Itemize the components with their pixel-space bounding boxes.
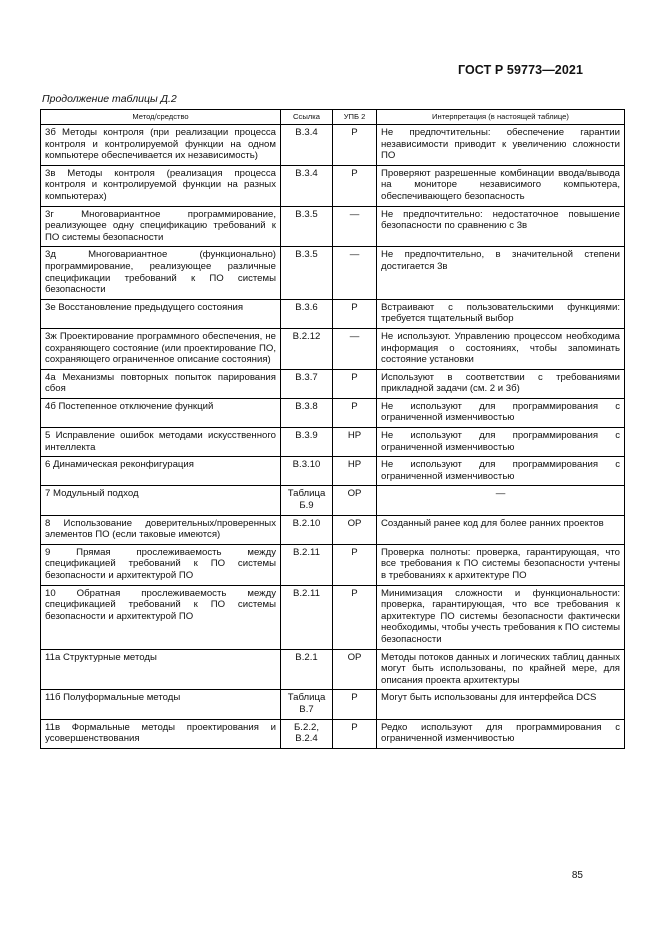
- upb-cell: Р: [333, 719, 377, 748]
- method-cell: 3ж Проектирование программного обеспечения, не сохраняющего состояние (или проектирование ПО, сохраняющего ограниченное описание состояния): [41, 328, 281, 369]
- method-cell: 10 Обратная прослеживаемость между спецификацией требований к ПО системы безопасности и архитектурой ПО: [41, 585, 281, 649]
- reference-cell: Б.2.2, В.2.4: [281, 719, 333, 748]
- table-row: [41, 585, 625, 649]
- reference-cell: В.2.11: [281, 585, 333, 649]
- upb-cell: —: [333, 206, 377, 247]
- upb-cell: ОР: [333, 486, 377, 515]
- table-row: [41, 369, 625, 398]
- standard-number: ГОСТ Р 59773—2021: [457, 63, 583, 77]
- upb-cell: ОР: [333, 649, 377, 690]
- reference-cell: В.3.10: [281, 457, 333, 486]
- method-cell: 7 Модульный подход: [41, 486, 281, 515]
- table-row: [41, 165, 625, 206]
- interpretation-cell: Не предпочтительно, в значительной степени достигается 3в: [377, 247, 625, 299]
- reference-cell: В.2.11: [281, 544, 333, 585]
- table-row: [41, 398, 625, 427]
- interpretation-cell: Не предпочтительны: обеспечение гарантии независимости приводит к увеличению сложности ПО: [377, 125, 625, 166]
- interpretation-cell: Минимизация сложности и функциональности: проверка, гарантирующая, что все требования к архитектуре ПО системы безопасности фактически необходимы, чтобы учесть требования к ПО системы безопасности: [377, 585, 625, 649]
- reference-cell: Таблица В.7: [281, 690, 333, 719]
- method-cell: 4б Постепенное отключение функций: [41, 398, 281, 427]
- interpretation-cell: Проверяют разрешенные комбинации ввода/вывода на мониторе независимого компьютера, обеспечивающего безопасность: [377, 165, 625, 206]
- upb-cell: НР: [333, 457, 377, 486]
- table-row: [41, 328, 625, 369]
- method-cell: 4а Механизмы повторных попыток парирования сбоя: [41, 369, 281, 398]
- interpretation-cell: Методы потоков данных и логических таблиц данных могут быть использованы, по крайней мере, для описания проекта архитектуры: [377, 649, 625, 690]
- methods-table: [40, 109, 625, 749]
- upb-cell: Р: [333, 544, 377, 585]
- interpretation-cell: Встраивают с пользовательскими функциями: требуется тщательный выбор: [377, 299, 625, 328]
- upb-cell: Р: [333, 125, 377, 166]
- column-header-upb: УПБ 2: [333, 110, 377, 125]
- method-cell: 6 Динамическая реконфигурация: [41, 457, 281, 486]
- reference-cell: В.3.5: [281, 206, 333, 247]
- table-row: [41, 125, 625, 166]
- interpretation-cell: Созданный ранее код для более ранних проектов: [377, 515, 625, 544]
- page-number: 85: [571, 870, 583, 881]
- interpretation-cell: —: [377, 486, 625, 515]
- table-body: [41, 125, 625, 749]
- upb-cell: —: [333, 328, 377, 369]
- upb-cell: ОР: [333, 515, 377, 544]
- table-caption: Продолжение таблицы Д.2: [42, 93, 177, 105]
- interpretation-cell: Редко используют для программирования с ограниченной изменчивостью: [377, 719, 625, 748]
- table-row: [41, 649, 625, 690]
- column-header-method: Метод/средство: [41, 110, 281, 125]
- method-cell: 3д Многовариантное (функционально) программирование, реализующее различные спецификации требований к ПО системы безопасности: [41, 247, 281, 299]
- table-row: [41, 206, 625, 247]
- reference-cell: В.3.6: [281, 299, 333, 328]
- interpretation-cell: Не используют для программирования с ограниченной изменчивостью: [377, 428, 625, 457]
- upb-cell: Р: [333, 369, 377, 398]
- upb-cell: Р: [333, 299, 377, 328]
- upb-cell: Р: [333, 398, 377, 427]
- reference-cell: В.2.1: [281, 649, 333, 690]
- upb-cell: Р: [333, 585, 377, 649]
- method-cell: 11в Формальные методы проектирования и усовершенствования: [41, 719, 281, 748]
- interpretation-cell: Не используют. Управлению процессом необходима информация о состояниях, чтобы запоминать состояние установки: [377, 328, 625, 369]
- upb-cell: Р: [333, 690, 377, 719]
- reference-cell: В.3.4: [281, 165, 333, 206]
- method-cell: 9 Прямая прослеживаемость между спецификацией требований к ПО системы безопасности и архитектурой ПО: [41, 544, 281, 585]
- column-header-interpretation: Интерпретация (в настоящей таблице): [377, 110, 625, 125]
- interpretation-cell: Проверка полноты: проверка, гарантирующая, что все требования к ПО системы безопасности учтены в требованиях к архитектуре ПО: [377, 544, 625, 585]
- table-row: [41, 719, 625, 748]
- reference-cell: В.2.10: [281, 515, 333, 544]
- upb-cell: —: [333, 247, 377, 299]
- table-row: [41, 299, 625, 328]
- column-header-reference: Ссылка: [281, 110, 333, 125]
- interpretation-cell: Используют в соответствии с требованиями прикладной задачи (см. 2 и 3б): [377, 369, 625, 398]
- method-cell: 3б Методы контроля (при реализации процесса контроля и контролируемой функции на одном компьютере обеспечивается их независимость): [41, 125, 281, 166]
- upb-cell: Р: [333, 165, 377, 206]
- table-row: [41, 515, 625, 544]
- reference-cell: Таблица Б.9: [281, 486, 333, 515]
- upb-cell: НР: [333, 428, 377, 457]
- interpretation-cell: Могут быть использованы для интерфейса DCS: [377, 690, 625, 719]
- reference-cell: В.3.5: [281, 247, 333, 299]
- method-cell: 8 Использование доверительных/проверенных элементов ПО (если таковые имеются): [41, 515, 281, 544]
- table-row: [41, 486, 625, 515]
- method-cell: 3в Методы контроля (реализация процесса контроля и контролируемой функции на разных компьютерах): [41, 165, 281, 206]
- reference-cell: В.2.12: [281, 328, 333, 369]
- table-row: [41, 544, 625, 585]
- method-cell: 11б Полуформальные методы: [41, 690, 281, 719]
- method-cell: 3г Многовариантное программирование, реализующее одну спецификацию требований к ПО системы безопасности: [41, 206, 281, 247]
- reference-cell: В.3.4: [281, 125, 333, 166]
- table-row: [41, 690, 625, 719]
- table-row: [41, 428, 625, 457]
- table-row: [41, 247, 625, 299]
- table-header-row: [41, 110, 625, 125]
- method-cell: 5 Исправление ошибок методами искусственного интеллекта: [41, 428, 281, 457]
- table-row: [41, 457, 625, 486]
- reference-cell: В.3.9: [281, 428, 333, 457]
- interpretation-cell: Не предпочтительно: недостаточное повышение безопасности по сравнению с 3в: [377, 206, 625, 247]
- method-cell: 3е Восстановление предыдущего состояния: [41, 299, 281, 328]
- method-cell: 11а Структурные методы: [41, 649, 281, 690]
- interpretation-cell: Не используют для программирования с ограниченной изменчивостью: [377, 457, 625, 486]
- reference-cell: В.3.7: [281, 369, 333, 398]
- interpretation-cell: Не используют для программирования с ограниченной изменчивостью: [377, 398, 625, 427]
- reference-cell: В.3.8: [281, 398, 333, 427]
